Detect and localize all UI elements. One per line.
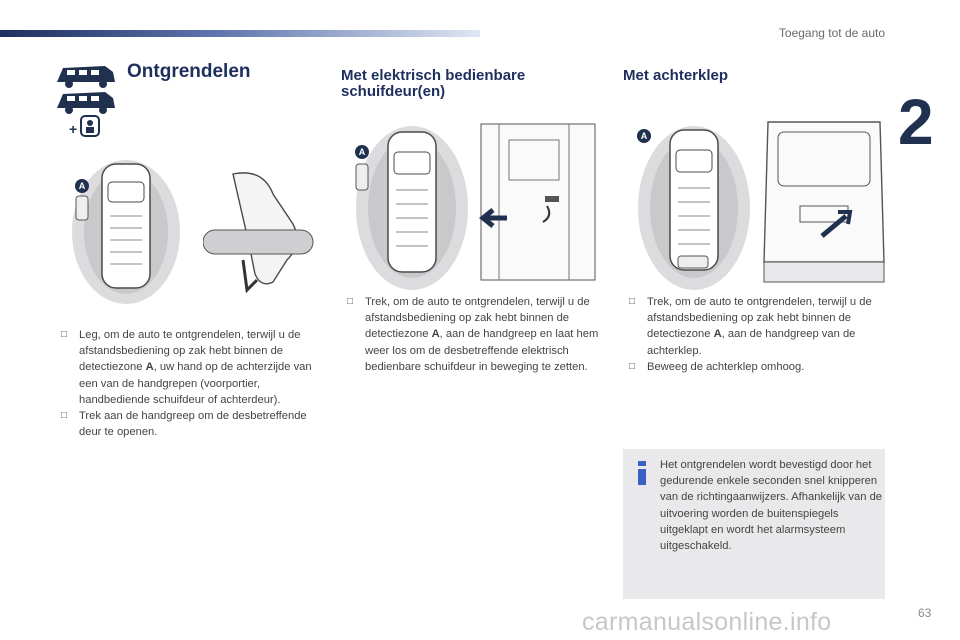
section-title: Ontgrendelen: [127, 61, 251, 82]
list-item: □ Leg, om de auto te ontgrendelen, terwijl u de afstandsbediening op zak hebt binnen de detectiezone A, uw hand op de achterzijde van een van de handgrepen (voorportier, handbediende schuifdeur of achterdeur).: [61, 329, 312, 406]
sliding-door-illustration: [479, 120, 599, 285]
page-number: 63: [918, 606, 932, 620]
list-item: □ Beweeg de achterklep omhoog.: [629, 360, 805, 373]
proximity-zone-illustration: [346, 120, 471, 295]
section-achterklep: [623, 60, 888, 460]
list-item: □ Trek aan de handgreep om de desbetreffende deur te openen.: [61, 410, 307, 439]
bullet-list: [55, 327, 313, 440]
tailgate-illustration: [760, 112, 888, 290]
zone-label: A: [78, 181, 86, 191]
section-elektrische-schuifdeur: [341, 60, 601, 460]
chapter-number: 2: [898, 86, 934, 158]
hand-on-handle-illustration: [203, 164, 323, 294]
zone-label: A: [358, 147, 366, 157]
info-text: Het ontgrendelen wordt bevestigd door het gedurende enkele seconden snel knipperen van de richtingaanwijzers. Afhankelijk van de uitvoering worden de buitenspiegels uitgeklapt en wordt het alarmsysteem uitgeschakeld.: [660, 459, 883, 553]
proximity-zone-illustration: [64, 156, 184, 306]
bullet-list: [623, 294, 885, 375]
header-bar: [0, 30, 480, 37]
info-icon: [636, 461, 648, 485]
proximity-zone-illustration: [628, 120, 753, 295]
section-title: Met elektrisch bedienbare schuifdeur(en): [341, 67, 526, 100]
zone-label: A: [640, 131, 648, 141]
list-item: □ Trek, om de auto te ontgrendelen, terwijl u de afstandsbediening op zak hebt binnen de detectiezone A, aan de handgreep van de achterklep.: [629, 296, 872, 357]
chapter-title: Toegang tot de auto: [778, 26, 885, 40]
watermark: carmanualsonline.info: [582, 608, 832, 636]
bullet-list: [341, 294, 599, 375]
section-ontgrendelen: [55, 60, 315, 460]
list-item: □ Trek, om de auto te ontgrendelen, terwijl u de afstandsbediening op zak hebt binnen de detectiezone A, aan de handgreep en laat hem weer los om de desbetreffende elektrisch bedienbare schuifdeur in beweging te zetten.: [347, 296, 599, 373]
info-box: [623, 449, 885, 599]
section-title: Met achterklep: [623, 67, 729, 84]
van-variants-icon: [55, 60, 125, 140]
svg-text:+: +: [69, 121, 78, 137]
